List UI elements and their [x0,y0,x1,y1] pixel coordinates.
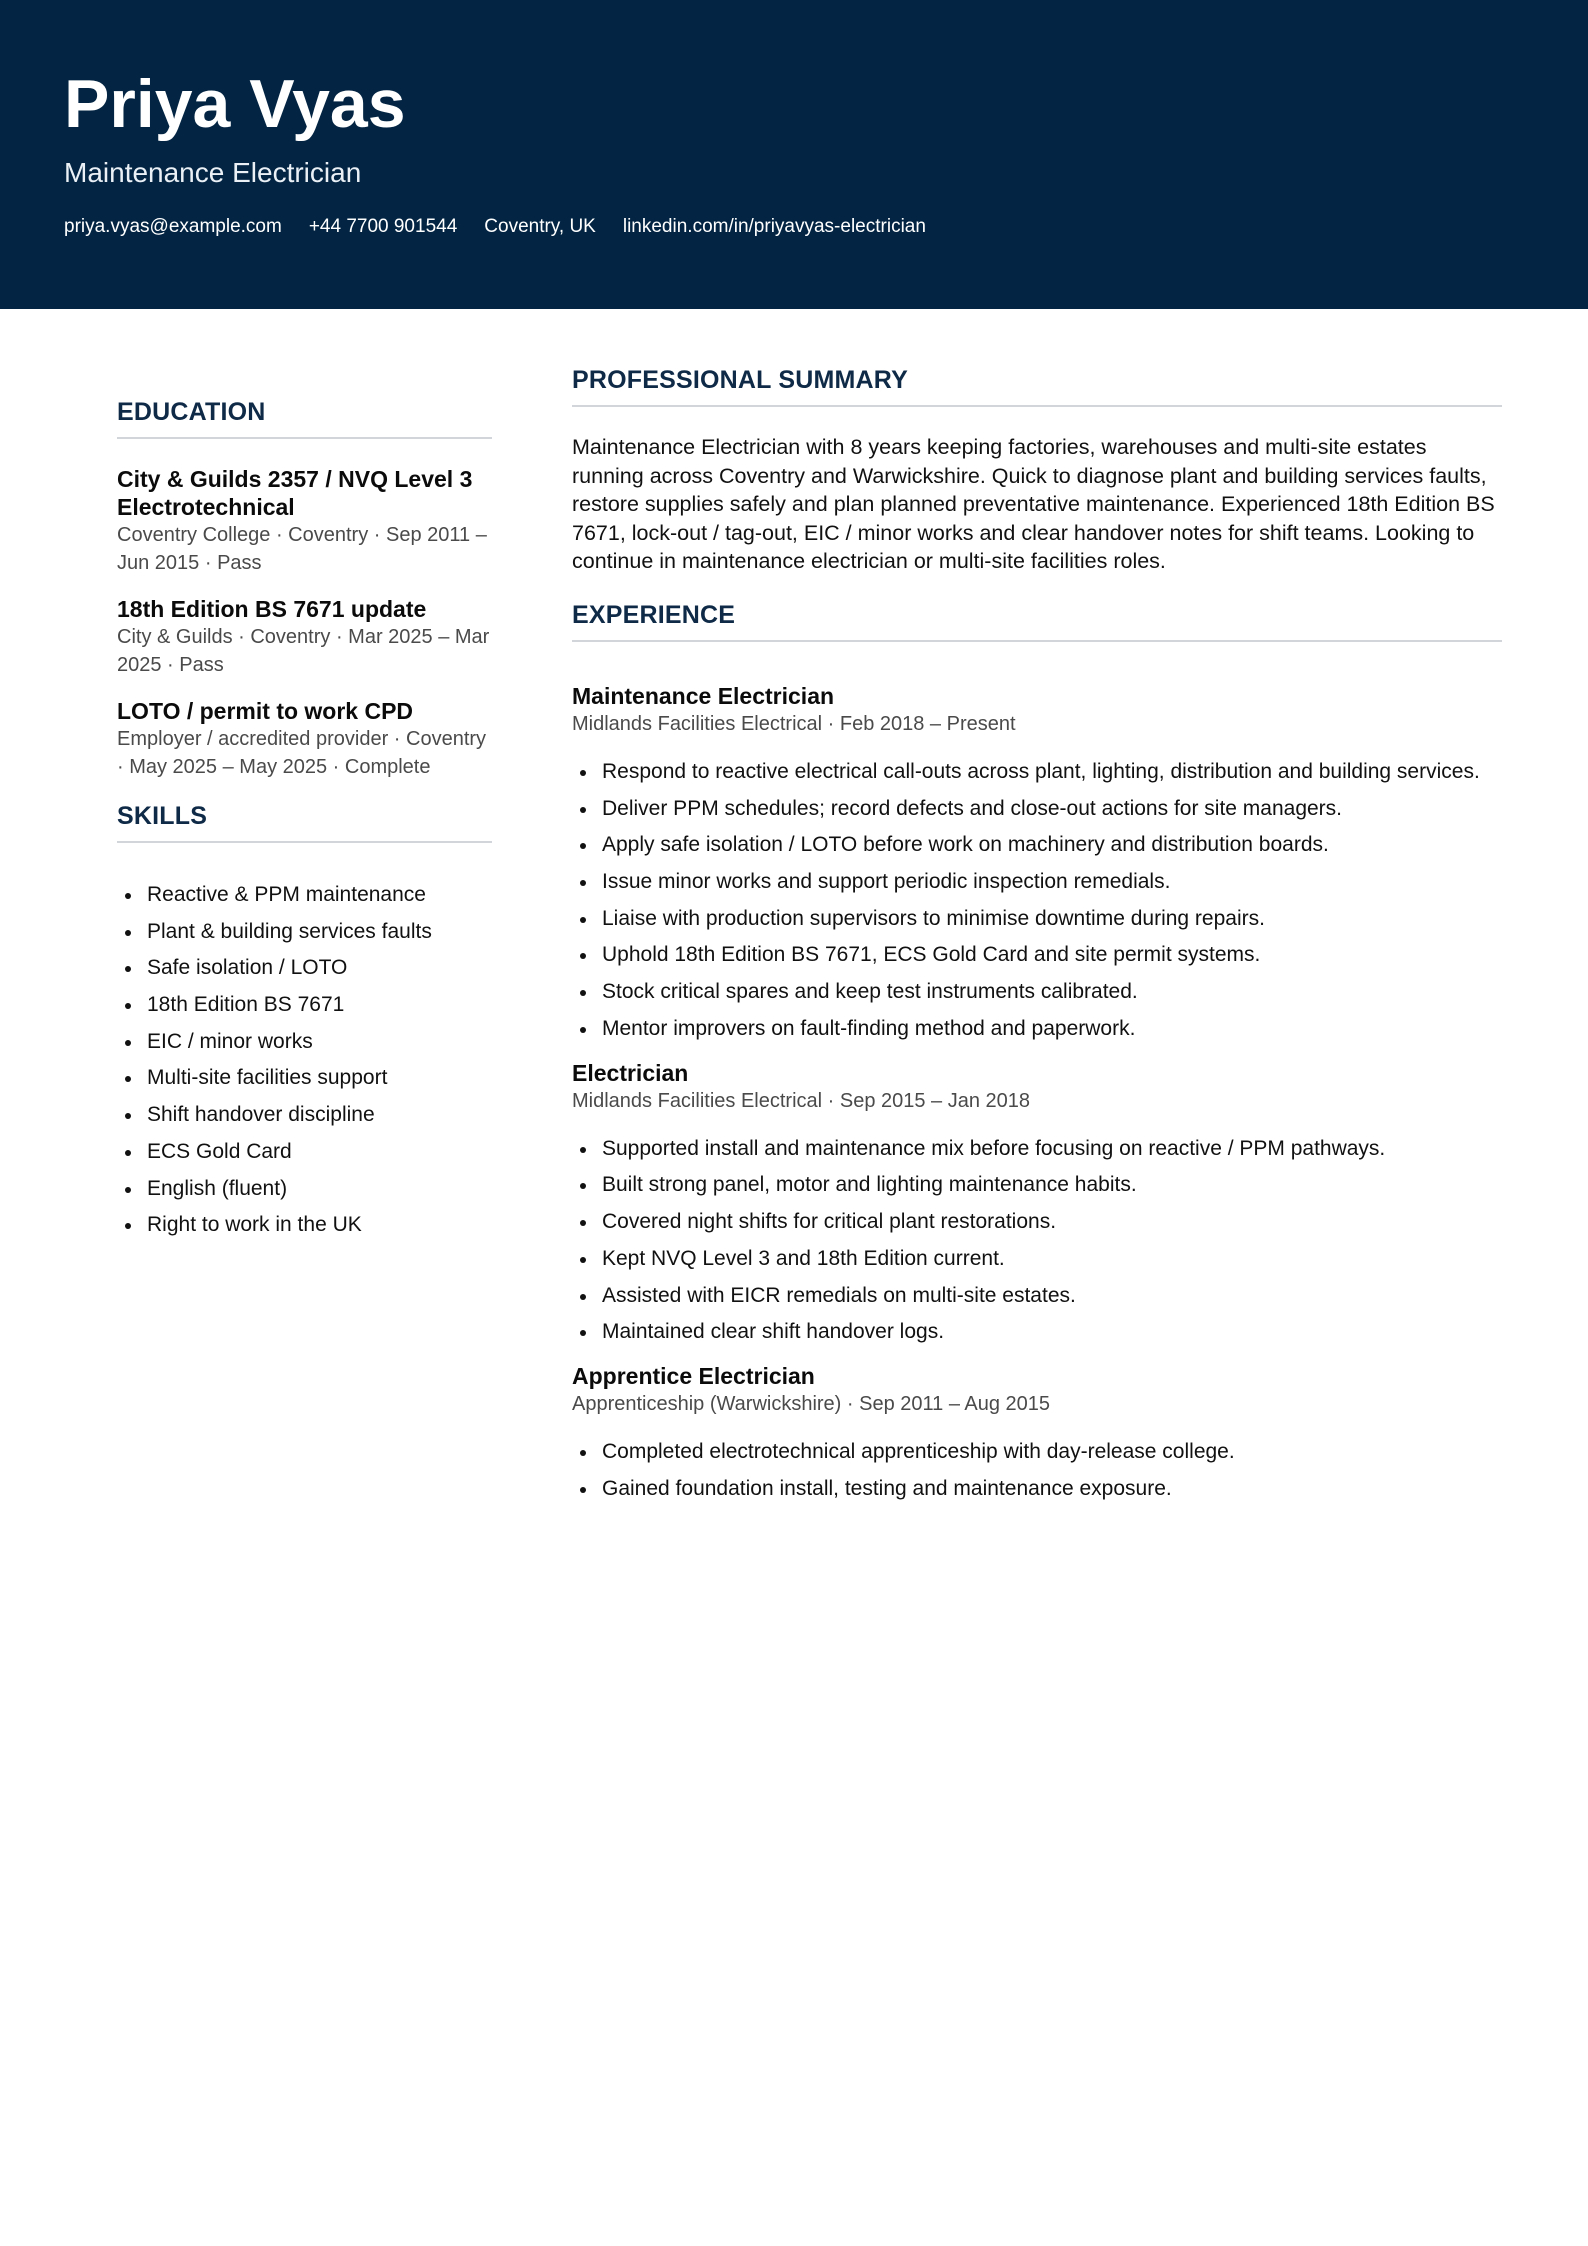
right-column [572,363,1502,1519]
education-item [117,595,492,679]
contact-line [64,214,926,240]
job-bullet: Stock critical spares and keep test instruments calibrated. [572,978,1502,1006]
contact-phone: +44 7700 901544 [308,216,458,237]
skill-item: Right to work in the UK [117,1211,492,1239]
job-bullet: Mentor improvers on fault-finding method and paperwork. [572,1015,1502,1043]
experience-heading: EXPERIENCE [572,598,1502,642]
job-bullet: Completed electrotechnical apprenticeship with day-release college. [572,1438,1502,1466]
job-bullets [572,1135,1502,1346]
skill-item: EIC / minor works [117,1028,492,1056]
education-item [117,697,492,781]
education-meta: City & Guilds · Coventry · Mar 2025 – Mar 2025 · Pass [117,626,490,676]
education-item [117,465,492,577]
education-title: LOTO / permit to work CPD [117,698,414,724]
job-bullets [572,758,1502,1043]
job-bullet: Built strong panel, motor and lighting maintenance habits. [572,1171,1502,1199]
job-meta: Midlands Facilities Electrical · Sep 2015 – Jan 2018 [572,1089,1031,1112]
left-column [117,395,492,1248]
education-meta: Coventry College · Coventry · Sep 2011 – Jun 2015 · Pass [117,524,487,574]
education-title: City & Guilds 2357 / NVQ Level 3 Electrotechnical [117,466,473,520]
job-bullet: Gained foundation install, testing and maintenance exposure. [572,1475,1502,1503]
job-entry [572,682,1502,1043]
job-bullet: Liaise with production supervisors to minimise downtime during repairs. [572,905,1502,933]
job-bullet: Assisted with EICR remedials on multi-site estates. [572,1282,1502,1310]
education-section [117,395,492,781]
contact-location: Coventry, UK [484,216,596,237]
skill-item: English (fluent) [117,1175,492,1203]
summary-heading: PROFESSIONAL SUMMARY [572,363,1502,407]
resume-header [0,0,1588,309]
job-meta: Midlands Facilities Electrical · Feb 2018 – Present [572,712,1016,735]
education-heading: EDUCATION [117,395,492,439]
skills-heading: SKILLS [117,799,492,843]
job-bullet: Deliver PPM schedules; record defects and close-out actions for site managers. [572,795,1502,823]
job-bullet: Maintained clear shift handover logs. [572,1318,1502,1346]
job-title: Maintenance Electrician [572,682,835,709]
skill-item: Safe isolation / LOTO [117,954,492,982]
job-bullet: Supported install and maintenance mix before focusing on reactive / PPM pathways. [572,1135,1502,1163]
education-title: 18th Edition BS 7671 update [117,596,427,622]
skill-item: Plant & building services faults [117,918,492,946]
summary-text: Maintenance Electrician with 8 years keeping factories, warehouses and multi-site estates running across Coventry and Warwickshire. Quick to diagnose plant and building services faults, restore supplies safely and plan planned preventative maintenance. Experienced 18th Edition BS 7671, lock-out / tag-out, EIC / minor works and clear handover notes for shift teams. Looking to continue in maintenance electrician or multi-site facilities roles. [572,435,1495,574]
summary-section [572,363,1502,576]
job-meta: Apprenticeship (Warwickshire) · Sep 2011 – Aug 2015 [572,1393,1051,1416]
contact-linkedin: linkedin.com/in/priyavyas-electrician [622,216,926,237]
candidate-role: Maintenance Electrician [64,157,362,188]
skill-item: Reactive & PPM maintenance [117,881,492,909]
experience-list [572,682,1502,1503]
experience-section [572,598,1502,1503]
skills-section [117,799,492,1239]
job-entry [572,1362,1502,1503]
skill-item: 18th Edition BS 7671 [117,991,492,1019]
skill-item: ECS Gold Card [117,1138,492,1166]
education-list [117,465,492,781]
job-entry [572,1059,1502,1346]
job-bullet: Uphold 18th Edition BS 7671, ECS Gold Card and site permit systems. [572,941,1502,969]
job-bullet: Kept NVQ Level 3 and 18th Edition current. [572,1245,1502,1273]
contact-email: priya.vyas@example.com [64,216,282,237]
job-bullet: Covered night shifts for critical plant restorations. [572,1208,1502,1236]
candidate-name: Priya Vyas [64,66,406,142]
job-bullets [572,1438,1502,1503]
job-title: Apprentice Electrician [572,1363,815,1390]
job-title: Electrician [572,1059,689,1086]
skills-list [117,881,492,1239]
job-bullet: Apply safe isolation / LOTO before work on machinery and distribution boards. [572,831,1502,859]
skill-item: Shift handover discipline [117,1101,492,1129]
education-meta: Employer / accredited provider · Coventry · May 2025 – May 2025 · Complete [117,728,487,778]
job-bullet: Respond to reactive electrical call-outs across plant, lighting, distribution and building services. [572,758,1502,786]
skill-item: Multi-site facilities support [117,1064,492,1092]
job-bullet: Issue minor works and support periodic inspection remedials. [572,868,1502,896]
